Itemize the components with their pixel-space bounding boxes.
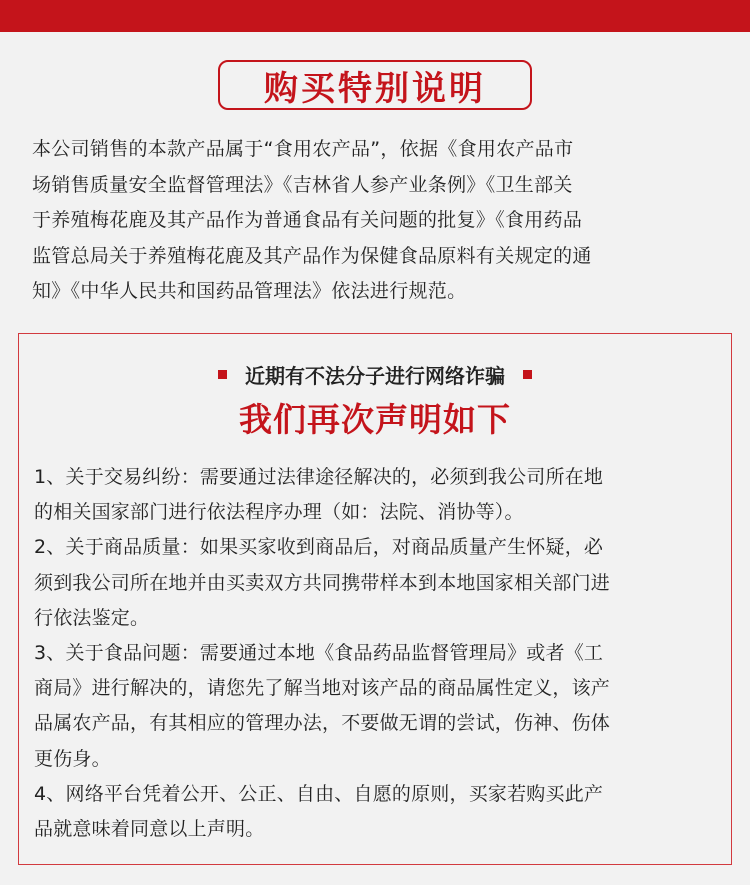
clause-line: 更伤身。	[34, 747, 111, 770]
clause-item	[34, 530, 720, 636]
top-red-bar	[0, 0, 750, 32]
clause-line: 品就意味着同意以上声明。	[34, 818, 265, 841]
clause-line: 须到我公司所在地并由买卖双方共同携带样本到本地国家相关部门进	[34, 571, 611, 594]
clause-item	[34, 777, 720, 847]
clause-item	[34, 636, 720, 777]
intro-paragraph	[32, 132, 722, 310]
intro-line: 本公司销售的本款产品属于“食用农产品”，依据《食用农产品市	[32, 138, 574, 160]
intro-line: 知》《中华人民共和国药品管理法》依法进行规范。	[32, 280, 467, 302]
intro-line: 场销售质量安全监督管理法》《吉林省人参产业条例》《卫生部关	[32, 173, 573, 196]
red-square-bullet-left	[218, 370, 227, 379]
clause-list	[34, 460, 720, 847]
clause-line: 商局》进行解决的，请您先了解当地对该产品的商品属性定义，该产	[34, 677, 611, 700]
page-title: 购买特别说明	[264, 68, 486, 109]
intro-line: 于养殖梅花鹿及其产品作为普通食品有关问题的批复》《食用药品	[32, 209, 583, 231]
clause-item	[34, 460, 720, 530]
red-square-bullet-right	[523, 370, 532, 379]
clause-line: 品属农产品，有其相应的管理办法，不要做无谓的尝试，伤神、伤体	[34, 712, 611, 735]
clause-line: 3、关于食品问题：需要通过本地《食品药品监督管理局》或者《工	[34, 642, 604, 665]
notice-subtitle-row	[0, 360, 750, 389]
clause-line: 2、关于商品质量：如果买家收到商品后，对商品质量产生怀疑，必	[34, 536, 604, 559]
intro-line: 监管总局关于养殖梅花鹿及其产品作为保健食品原料有关规定的通	[32, 244, 592, 267]
notice-subtitle: 近期有不法分子进行网络诈骗	[245, 364, 505, 388]
clause-line: 4、网络平台凭着公开、公正、自由、自愿的原则，买家若购买此产	[34, 782, 604, 805]
clause-line: 行依法鉴定。	[34, 606, 150, 629]
title-frame	[218, 60, 532, 110]
notice-title: 我们再次声明如下	[239, 400, 511, 439]
clause-line: 1、关于交易纠纷：需要通过法律途径解决的，必须到我公司所在地	[34, 466, 604, 488]
clause-line: 的相关国家部门进行依法程序办理（如：法院、消协等）。	[34, 501, 524, 524]
